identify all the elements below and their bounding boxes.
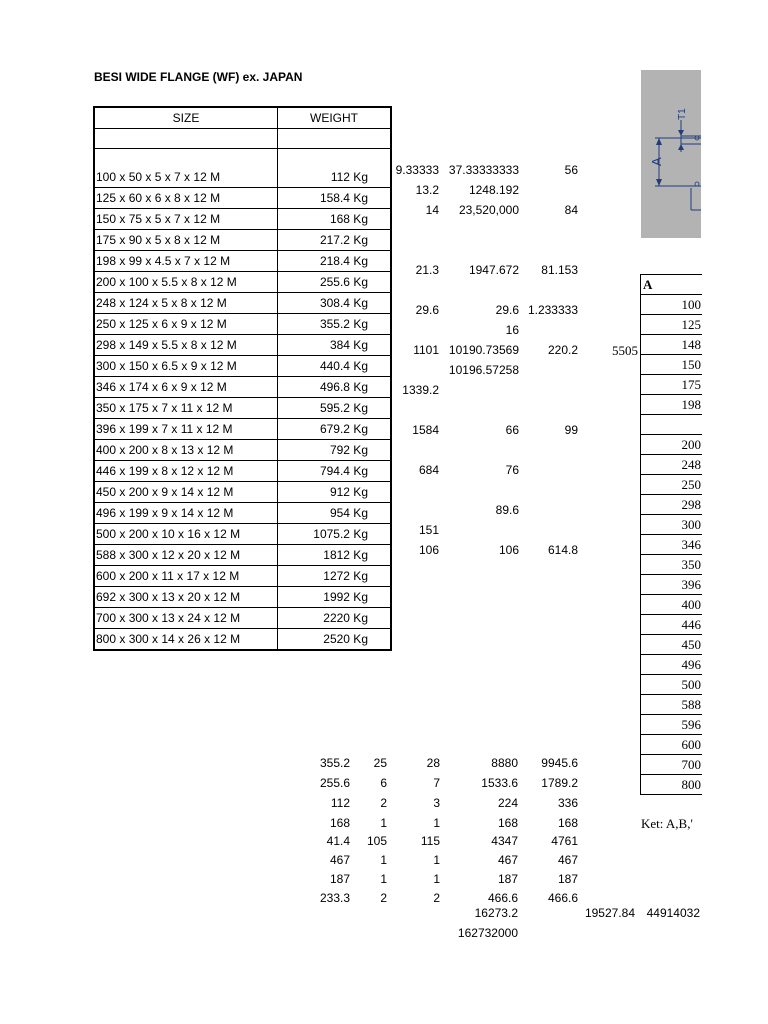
weight-cell: 1272 Kg [323, 569, 368, 583]
calc-cell: 112 [330, 796, 350, 810]
calc-cell: 1 [380, 853, 387, 867]
calc-cell: 4347 [491, 834, 518, 848]
calc-cell: 336 [557, 796, 578, 810]
side-value: 66 [505, 423, 519, 437]
calc-cell: 187 [557, 872, 578, 886]
weight-cell: 158.4 Kg [319, 191, 368, 205]
calc-cell: 233.3 [319, 891, 350, 905]
table-row [95, 440, 390, 461]
side-value: 9.33333 [395, 163, 439, 177]
calc-cell: 105 [366, 834, 387, 848]
size-cell: 350 x 175 x 7 x 11 x 12 M [95, 398, 278, 418]
side-value: 76 [505, 463, 519, 477]
side-value: 1.233333 [527, 303, 578, 317]
calc-cell: 115 [420, 834, 440, 848]
weight-cell: 355.2 Kg [319, 317, 368, 331]
table-row [95, 629, 390, 649]
size-cell: 450 x 200 x 9 x 14 x 12 M [95, 482, 278, 502]
size-cell: 175 x 90 x 5 x 8 x 12 M [95, 230, 278, 250]
size-cell: 400 x 200 x 8 x 13 x 12 M [95, 440, 278, 460]
a-table-cell: 346 [641, 535, 702, 555]
table-header-row [95, 108, 390, 129]
size-cell: 396 x 199 x 7 x 11 x 12 M [95, 419, 278, 439]
a-table-cell: 400 [641, 595, 702, 615]
a-table-cell: 446 [641, 615, 702, 635]
side-value: 220.2 [547, 343, 578, 357]
a-table-cell [641, 415, 702, 435]
total-right-a: 19527.84 [584, 906, 635, 920]
side-value: 81.153 [541, 263, 578, 277]
weight-cell: 384 Kg [329, 338, 368, 352]
side-value: 37.33333333 [448, 163, 519, 177]
size-cell: 100 x 50 x 5 x 7 x 12 M [95, 167, 278, 187]
side-value: 16 [505, 323, 519, 337]
calc-cell: 1 [433, 853, 440, 867]
a-table-cell: 588 [641, 695, 702, 715]
size-cell: 800 x 300 x 14 x 26 x 12 M [95, 629, 278, 649]
ket-note: Ket: A,B,' [641, 816, 693, 831]
size-cell: 446 x 199 x 8 x 12 x 12 M [95, 461, 278, 481]
table-row [95, 482, 390, 503]
calc-cell: 2 [433, 891, 440, 905]
calc-cell: 1 [433, 816, 440, 830]
a-table-cell: 350 [641, 555, 702, 575]
side-value: 151 [418, 523, 439, 537]
weight-cell: 954 Kg [329, 506, 368, 520]
size-cell: 298 x 149 x 5.5 x 8 x 12 M [95, 335, 278, 355]
side-value: 23,520,000 [458, 203, 519, 217]
calc-cell: 1789.2 [541, 776, 578, 790]
beam-diagram [641, 70, 701, 238]
calc-cell: 25 [373, 756, 387, 770]
table-row [95, 503, 390, 524]
weight-header: WEIGHT [310, 111, 358, 125]
calc-cell: 6 [380, 776, 387, 790]
calc-cell: 3 [433, 796, 440, 810]
a-table-cell: 150 [641, 355, 702, 375]
weight-cell: 1075.2 Kg [313, 527, 368, 541]
calc-cell: 2 [380, 796, 387, 810]
table-blank-row [95, 129, 390, 149]
side-value: 21.3 [415, 263, 439, 277]
beam-dimension-drawing [641, 70, 701, 238]
size-cell: 496 x 199 x 9 x 14 x 12 M [95, 503, 278, 523]
calc-cell: 355.2 [319, 756, 350, 770]
weight-cell: 1992 Kg [323, 590, 368, 604]
side-value: 99 [564, 423, 578, 437]
weight-cell: 912 Kg [329, 485, 368, 499]
a-table-cell: 175 [641, 375, 702, 395]
table-row [95, 587, 390, 608]
size-cell: 500 x 200 x 10 x 16 x 12 M [95, 524, 278, 544]
a-table-cell: 248 [641, 455, 702, 475]
weight-cell: 792 Kg [329, 443, 368, 457]
calc-cell: 7 [433, 776, 440, 790]
table-row [95, 314, 390, 335]
size-cell: 692 x 300 x 13 x 20 x 12 M [95, 587, 278, 607]
a-table-cell: 700 [641, 755, 702, 775]
calc-cell: 187 [329, 872, 350, 886]
a-dimension-table [640, 274, 702, 795]
size-cell: 600 x 200 x 11 x 17 x 12 M [95, 566, 278, 586]
calc-cell: 467 [557, 853, 578, 867]
calc-cell: 2 [380, 891, 387, 905]
size-header: SIZE [95, 108, 278, 128]
table-row [95, 356, 390, 377]
side-value: 10196.57258 [448, 363, 519, 377]
diagram-label-a: A [649, 157, 664, 166]
weight-cell: 255.6 Kg [319, 275, 368, 289]
weight-cell: 2520 Kg [323, 632, 368, 646]
size-cell: 125 x 60 x 6 x 8 x 12 M [95, 188, 278, 208]
calc-cell: 466.6 [487, 891, 518, 905]
side-value: 5505 [612, 343, 638, 358]
a-table-cell: 125 [641, 315, 702, 335]
size-cell: 700 x 300 x 13 x 24 x 12 M [95, 608, 278, 628]
page-title: BESI WIDE FLANGE (WF) ex. JAPAN [94, 70, 303, 84]
size-cell: 250 x 125 x 6 x 9 x 12 M [95, 314, 278, 334]
side-value: 1248.192 [468, 183, 519, 197]
side-value: 29.6 [495, 303, 519, 317]
a-table-cell: 450 [641, 635, 702, 655]
weight-cell: 679.2 Kg [319, 422, 368, 436]
calc-cell: 168 [557, 816, 578, 830]
calc-cell: 4761 [551, 834, 578, 848]
table-row [95, 608, 390, 629]
total-big: 162732000 [457, 926, 518, 940]
calc-cell: 1 [433, 872, 440, 886]
calc-cell: 255.6 [319, 776, 350, 790]
a-table-cell: 100 [641, 295, 702, 315]
side-value: 1101 [413, 343, 439, 357]
side-value: 14 [425, 203, 439, 217]
size-cell: 346 x 174 x 6 x 9 x 12 M [95, 377, 278, 397]
calc-cell: 187 [497, 872, 518, 886]
size-cell: 150 x 75 x 5 x 7 x 12 M [95, 209, 278, 229]
total-sum: 16273.2 [474, 906, 518, 920]
weight-cell: 218.4 Kg [319, 254, 368, 268]
calc-cell: 168 [329, 816, 350, 830]
calc-cell: 28 [426, 756, 440, 770]
calc-cell: 168 [497, 816, 518, 830]
table-row [95, 230, 390, 251]
calc-cell: 41.4 [326, 834, 350, 848]
a-table-cell: 200 [641, 435, 702, 455]
size-cell: 248 x 124 x 5 x 8 x 12 M [95, 293, 278, 313]
calc-cell: 467 [329, 853, 350, 867]
table-row [95, 566, 390, 587]
calc-cell: 9945.6 [541, 756, 578, 770]
a-table-cell: 396 [641, 575, 702, 595]
calc-cell: 8880 [491, 756, 518, 770]
weight-cell: 2220 Kg [323, 611, 368, 625]
size-cell: 588 x 300 x 12 x 20 x 12 M [95, 545, 278, 565]
side-value: 1584 [412, 423, 439, 437]
weight-cell: 217.2 Kg [319, 233, 368, 247]
calc-cell: 466.6 [547, 891, 578, 905]
side-value: 1947.672 [468, 263, 519, 277]
side-value: 29.6 [415, 303, 439, 317]
calc-cell: 467 [497, 853, 518, 867]
a-table-cell: 496 [641, 655, 702, 675]
side-value: 89.6 [495, 503, 519, 517]
a-table-cell: 198 [641, 395, 702, 415]
a-table-body [641, 295, 702, 794]
a-table-cell: 148 [641, 335, 702, 355]
a-table-header: A [641, 275, 702, 295]
weight-cell: 794.4 Kg [319, 464, 368, 478]
calc-cell: 224 [497, 796, 518, 810]
side-value: 684 [418, 463, 439, 477]
side-value: 10190.73569 [448, 343, 519, 357]
a-table-cell: 298 [641, 495, 702, 515]
table-body [95, 167, 390, 649]
size-cell: 198 x 99 x 4.5 x 7 x 12 M [95, 251, 278, 271]
weight-cell: 308.4 Kg [319, 296, 368, 310]
table-row [95, 398, 390, 419]
weight-cell: 1812 Kg [323, 548, 368, 562]
a-table-cell: 250 [641, 475, 702, 495]
size-cell: 300 x 150 x 6.5 x 9 x 12 M [95, 356, 278, 376]
side-value: 13.2 [415, 183, 439, 197]
size-cell: 200 x 100 x 5.5 x 8 x 12 M [95, 272, 278, 292]
calc-cell: 1 [380, 816, 387, 830]
total-right-b: 44914032 [646, 906, 700, 920]
calc-cell: 1 [380, 872, 387, 886]
weight-cell: 168 Kg [329, 212, 368, 226]
a-table-cell: 500 [641, 675, 702, 695]
weight-cell: 595.2 Kg [319, 401, 368, 415]
side-value: 106 [498, 543, 519, 557]
a-table-cell: 600 [641, 735, 702, 755]
side-value: 84 [564, 203, 578, 217]
weight-cell: 112 Kg [330, 170, 368, 184]
side-value: 56 [564, 163, 578, 177]
side-value: 106 [418, 543, 439, 557]
a-table-cell: 596 [641, 715, 702, 735]
side-value: 1339.2 [402, 383, 439, 397]
calc-cell: 1533.6 [481, 776, 518, 790]
diagram-label-t1: T1 [677, 108, 688, 120]
a-table-cell: 800 [681, 777, 701, 792]
weight-cell: 440.4 Kg [319, 359, 368, 373]
a-table-cell: 300 [641, 515, 702, 535]
side-value: 614.8 [547, 543, 578, 557]
weight-cell: 496.8 Kg [319, 380, 368, 394]
